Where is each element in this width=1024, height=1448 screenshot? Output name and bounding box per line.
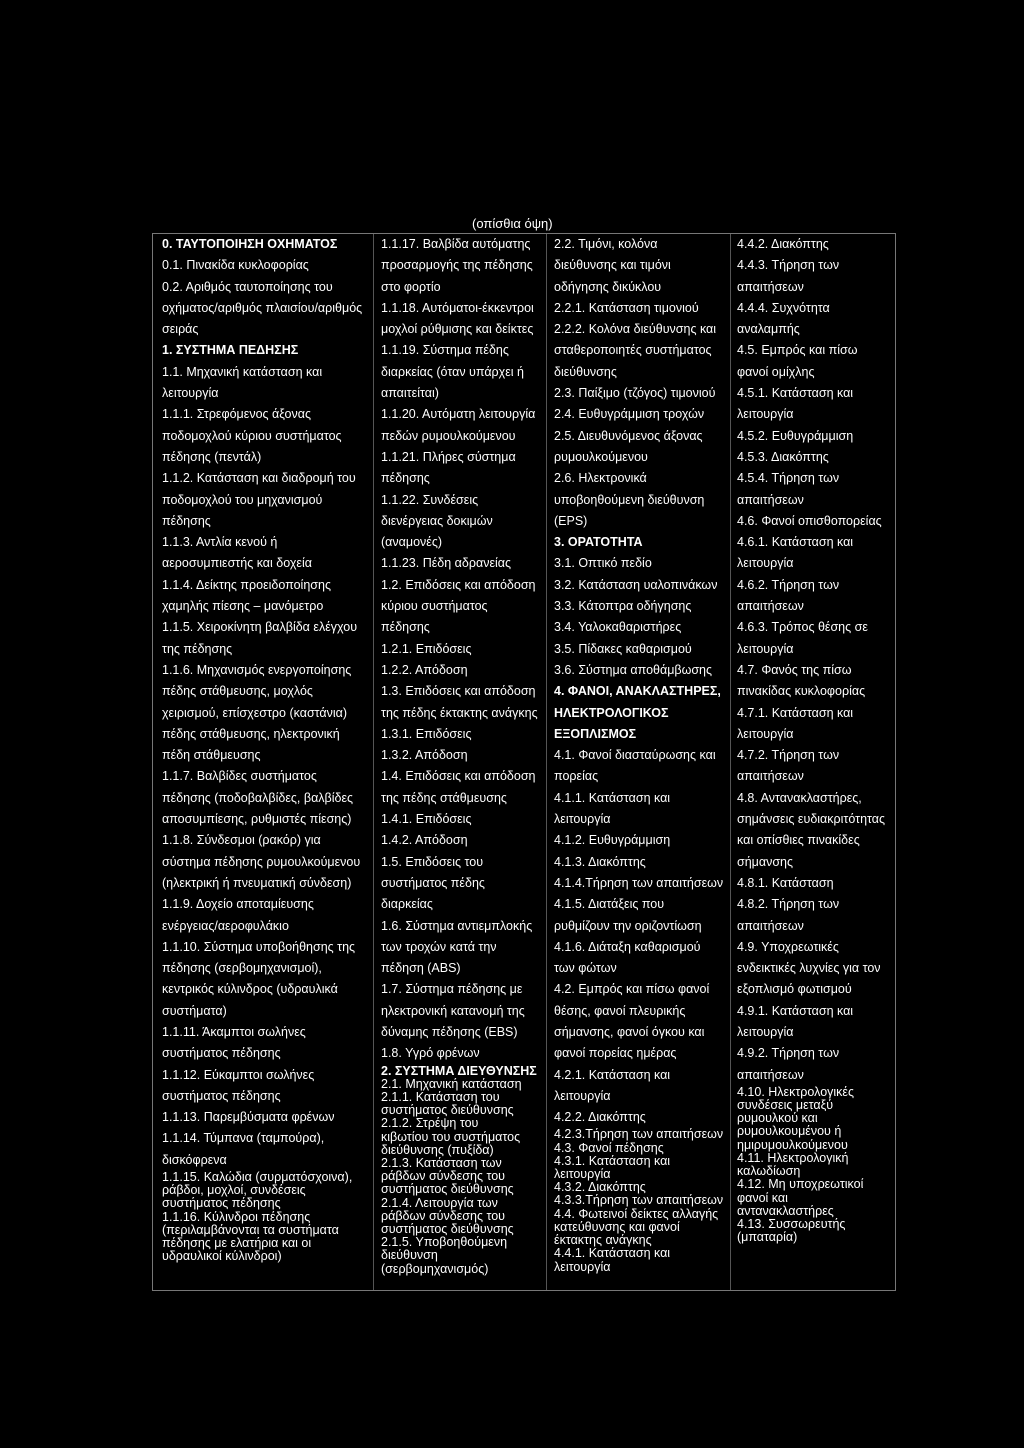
checklist-line: συστήματος πέδησης <box>162 1197 281 1211</box>
checklist-line: ρυθμίζουν την οριζοντίωση <box>554 918 702 933</box>
checklist-line: 4.2.3.Τήρηση των απαιτήσεων <box>554 1128 724 1142</box>
checklist-line: 4.8.2. Τήρηση των <box>737 897 840 912</box>
checklist-line: συστήματος πέδησης <box>162 1046 281 1061</box>
checklist-line: 2.2. Τιμόνι, κολόνα <box>554 237 658 251</box>
checklist-line: 4.12. Μη υποχρεωτικοί <box>737 1178 864 1192</box>
checklist-line: ρυμουλκού και <box>737 1112 818 1126</box>
checklist-line: πινακίδας κυκλοφορίας <box>737 684 866 699</box>
checklist-line: ράβδοι, μοχλοί, συνδέσεις <box>162 1184 306 1198</box>
checklist-line: 2.6. Ηλεκτρονικά <box>554 471 647 486</box>
checklist-line: πέδης στάθμευσης, ηλεκτρονική <box>162 726 340 741</box>
checklist-line: λειτουργία <box>554 1168 611 1182</box>
checklist-line: διεύθυνσης και τιμόνι <box>554 258 671 273</box>
checklist-line: 4.4.2. Διακόπτης <box>737 237 829 251</box>
checklist-line: 1. ΣΥΣΤΗΜΑ ΠΕΔΗΣΗΣ <box>162 343 299 358</box>
checklist-line: σταθεροποιητές συστήματος <box>554 343 712 358</box>
checklist-line: συστήματος διεύθυνσης <box>381 1223 514 1237</box>
checklist-line: 4.11. Ηλεκτρολογική <box>737 1151 849 1165</box>
checklist-line: φανοί πορείας ημέρας <box>554 1046 677 1061</box>
checklist-line: ποδομοχλού του μηχανισμού <box>162 492 323 507</box>
checklist-line: 4.1. Φανοί διασταύρωσης και <box>554 748 716 763</box>
checklist-line: 3.6. Σύστημα αποθάμβωσης <box>554 662 713 677</box>
checklist-line: 4.4.4. Συχνότητα <box>737 300 830 315</box>
checklist-line: 4.13. Συσσωρευτής <box>737 1217 846 1231</box>
checklist-line: 0. ΤΑΥΤΟΠΟΙΗΣΗ ΟΧΗΜΑΤΟΣ <box>162 237 338 251</box>
checklist-line: 2.1.2. Στρέψη του <box>381 1117 479 1131</box>
checklist-line: 2.3. Παίξιμο (τζόγος) τιμονιού <box>554 386 716 401</box>
column-2-tail-items <box>381 1065 553 1276</box>
checklist-line: κεντρικός κύλινδρος (υδραυλικά <box>162 982 338 997</box>
checklist-line: 1.1.15. Καλώδια (συρματόσχοινα), <box>162 1171 353 1185</box>
checklist-line: 4.6.1. Κατάσταση και <box>737 535 854 550</box>
checklist-line: 2.5. Διευθυνόμενος άξονας <box>554 428 703 443</box>
checklist-line: διεύθυνσης (πυξίδα) <box>381 1143 494 1157</box>
checklist-line: πέδησης με ελατήρια και οι <box>162 1237 312 1251</box>
checklist-line: 4.8. Αντανακλαστήρες, <box>737 790 862 805</box>
checklist-line: απαιτήσεων <box>737 769 804 784</box>
checklist-line: απαιτήσεων <box>737 599 804 614</box>
checklist-line: 4.7.1. Κατάσταση και <box>737 705 854 720</box>
checklist-line: 4.3. Φανοί πέδησης <box>554 1141 664 1155</box>
checklist-line: σημάνσεις ευδιακριτότητας <box>737 812 886 827</box>
checklist-line: 4.5.1. Κατάσταση και <box>737 386 854 401</box>
checklist-line: καλωδίωση <box>737 1165 801 1179</box>
column-4-tail-items <box>737 1086 897 1244</box>
checklist-line: ενέργειας/αεροφυλάκιο <box>162 918 289 933</box>
checklist-line: πέδησης <box>162 513 211 528</box>
page-caption: (οπίσθια όψη) <box>472 216 553 231</box>
checklist-line: 3.1. Οπτικό πεδίο <box>554 556 652 571</box>
checklist-line: αναλαμπής <box>737 322 800 337</box>
checklist-line: απαιτήσεων <box>737 492 804 507</box>
checklist-line: ΗΛΕΚΤΡΟΛΟΓΙΚΟΣ <box>554 705 669 720</box>
checklist-line: συστήματα) <box>162 1003 227 1018</box>
checklist-line: 1.4.2. Απόδοση <box>381 833 468 848</box>
checklist-line: διεύθυνσης <box>554 364 617 379</box>
checklist-line: 2.1. Μηχανική κατάσταση <box>381 1077 522 1091</box>
checklist-line: 4.6.2. Τήρηση των <box>737 577 840 592</box>
checklist-line: λειτουργία <box>554 812 611 827</box>
checklist-line: πέδη στάθμευσης <box>162 748 261 763</box>
checklist-line: 4.2.2. Διακόπτης <box>554 1110 646 1125</box>
checklist-line: 3.2. Κατάσταση υαλοπινάκων <box>554 577 718 592</box>
checklist-line: 4.3.1. Κατάσταση και <box>554 1154 671 1168</box>
checklist-line: στο φορτίο <box>381 279 441 294</box>
column-1-main-items <box>162 234 370 1171</box>
checklist-column-3 <box>554 234 730 1290</box>
checklist-line: ΕΞΟΠΛΙΣΜΟΣ <box>554 726 637 741</box>
checklist-line: κύριου συστήματος <box>381 599 488 614</box>
checklist-line: θέσης, φανοί πλευρικής <box>554 1003 686 1018</box>
checklist-line: 1.2. Επιδόσεις και απόδοση <box>381 577 536 592</box>
checklist-line: (μπαταρία) <box>737 1231 798 1245</box>
checklist-line: λειτουργία <box>737 407 794 422</box>
checklist-line: λειτουργία <box>554 1260 611 1274</box>
checklist-line: 4.8.1. Κατάσταση <box>737 875 834 890</box>
checklist-line: σήμανσης, φανοί όγκου και <box>554 1024 705 1039</box>
checklist-line: 1.1.17. Βαλβίδα αυτόματης <box>381 237 531 251</box>
checklist-line: πέδηση (ABS) <box>381 961 461 976</box>
checklist-line: 1.2.1. Επιδόσεις <box>381 641 472 656</box>
checklist-line: πέδης στάθμευσης, μοχλός <box>162 684 313 699</box>
checklist-line: 4.4.3. Τήρηση των <box>737 258 840 273</box>
checklist-line: 2.1.1. Κατάσταση του <box>381 1090 500 1104</box>
checklist-line: 3.4. Υαλοκαθαριστήρες <box>554 620 682 635</box>
checklist-line: ράβδων σύνδεσης του <box>381 1209 506 1223</box>
checklist-line: (περιλαμβάνονται τα συστήματα <box>162 1223 339 1237</box>
checklist-line: απαιτήσεων <box>737 918 804 933</box>
checklist-line: ρυμουλκουμένου ή <box>737 1125 842 1139</box>
checklist-line: λειτουργία <box>554 1088 611 1103</box>
checklist-line: 1.6. Σύστημα αντιεμπλοκής <box>381 918 533 933</box>
checklist-line: λειτουργία <box>737 556 794 571</box>
checklist-line: 1.1.1. Στρεφόμενος άξονας <box>162 407 311 422</box>
checklist-line: 4.3.3.Τήρηση των απαιτήσεων <box>554 1194 724 1208</box>
checklist-line: ρυμουλκούμενου <box>554 449 648 464</box>
checklist-line: οδήγησης δικύκλου <box>554 279 662 294</box>
checklist-line: συστήματος πέδησης <box>162 1088 281 1103</box>
checklist-line: 1.1.19. Σύστημα πέδης <box>381 343 509 358</box>
checklist-line: λειτουργία <box>737 641 794 656</box>
checklist-line: σύστημα πέδησης ρυμουλκούμενου <box>162 854 361 869</box>
checklist-line: 4.10. Ηλεκτρολογικές <box>737 1085 855 1099</box>
checklist-line: δύναμης πέδησης (EBS) <box>381 1024 518 1039</box>
checklist-line: αποσυμπίεσης, ρυθμιστές πίεσης) <box>162 812 352 827</box>
checklist-line: 1.1.16. Κύλινδροι πέδησης <box>162 1210 311 1224</box>
checklist-line: 2.1.4. Λειτουργία των <box>381 1196 498 1210</box>
checklist-line: χαμηλής πίεσης – μανόμετρο <box>162 599 324 614</box>
checklist-line: των τροχών κατά την <box>381 939 497 954</box>
checklist-line: 4. ΦΑΝΟΙ, ΑΝΑΚΛΑΣΤΗΡΕΣ, <box>554 684 721 699</box>
checklist-line: 4.1.2. Ευθυγράμμιση <box>554 833 671 848</box>
checklist-line: πέδησης <box>381 471 430 486</box>
checklist-line: 1.1.6. Μηχανισμός ενεργοποίησης <box>162 662 352 677</box>
checklist-line: 1.1.11. Άκαμπτοι σωλήνες <box>162 1024 306 1039</box>
checklist-line: 4.9.1. Κατάσταση και <box>737 1003 854 1018</box>
checklist-line: 4.5.4. Τήρηση των <box>737 471 840 486</box>
checklist-line: 1.3.2. Απόδοση <box>381 748 468 763</box>
checklist-line: 1.1.2. Κατάσταση και διαδρομή του <box>162 471 356 486</box>
checklist-line: χειρισμού, επίσχεστρο (καστάνια) <box>162 705 348 720</box>
checklist-line: 4.5. Εμπρός και πίσω <box>737 343 858 358</box>
checklist-line: ενδεικτικές λυχνίες για τον <box>737 961 881 976</box>
checklist-line: οχήματος/αριθμός πλαισίου/αριθμός <box>162 300 363 315</box>
checklist-line: 1.3. Επιδόσεις και απόδοση <box>381 684 536 699</box>
checklist-line: (ηλεκτρική ή πνευματική σύνδεση) <box>162 875 352 890</box>
checklist-line: 1.1.12. Εύκαμπτοι σωλήνες <box>162 1067 315 1082</box>
checklist-line: ράβδων σύνδεσης του <box>381 1170 506 1184</box>
checklist-line: 1.1.22. Συνδέσεις <box>381 492 479 507</box>
checklist-line: 1.1.13. Παρεμβύσματα φρένων <box>162 1110 335 1125</box>
checklist-line: 4.2.1. Κατάσταση και <box>554 1067 671 1082</box>
checklist-line: 4.1.5. Διατάξεις που <box>554 897 665 912</box>
checklist-line: διεύθυνση <box>381 1249 438 1263</box>
checklist-line: 4.3.2. Διακόπτης <box>554 1181 646 1195</box>
checklist-line: 1.2.2. Απόδοση <box>381 662 468 677</box>
column-1-tail-items <box>162 1171 370 1263</box>
checklist-line: 1.4.1. Επιδόσεις <box>381 812 472 827</box>
checklist-line: λειτουργία <box>737 726 794 741</box>
checklist-line: αεροσυμπιεστής και δοχεία <box>162 556 312 571</box>
checklist-line: 4.7. Φανός της πίσω <box>737 662 852 677</box>
checklist-line: απαιτήσεων <box>737 1067 804 1082</box>
checklist-line: 1.7. Σύστημα πέδησης με <box>381 982 523 997</box>
checklist-line: 1.1.18. Αυτόματοι-έκκεντροι <box>381 300 534 315</box>
checklist-line: 4.6.3. Τρόπος θέσης σε <box>737 620 868 635</box>
checklist-line: 4.9.2. Τήρηση των <box>737 1046 840 1061</box>
checklist-line: 1.1.14. Τύμπανα (ταμπούρα), <box>162 1131 325 1146</box>
column-2-main-items <box>381 234 553 1065</box>
checklist-line: 1.1. Μηχανική κατάσταση και <box>162 364 323 379</box>
checklist-column-1 <box>162 234 370 1290</box>
checklist-line: 2.4. Ευθυγράμμιση τροχών <box>554 407 705 422</box>
checklist-line: 3.5. Πίδακες καθαρισμού <box>554 641 692 656</box>
checklist-line: 1.1.4. Δείκτης προειδοποίησης <box>162 577 331 592</box>
checklist-line: απαιτήσεων <box>737 279 804 294</box>
checklist-line: 4.4.1. Κατάσταση και <box>554 1247 671 1261</box>
checklist-line: 2. ΣΥΣΤΗΜΑ ΔΙΕΥΘΥΝΣΗΣ <box>381 1064 537 1078</box>
column-divider <box>730 234 731 1290</box>
column-3-tail-items <box>554 1128 730 1273</box>
checklist-line: λειτουργία <box>162 386 219 401</box>
checklist-line: αντανακλαστήρες <box>737 1204 834 1218</box>
checklist-line: της πέδης έκτακτης ανάγκης <box>381 705 538 720</box>
checklist-line: εξοπλισμό φωτισμού <box>737 982 852 997</box>
checklist-line: 1.1.21. Πλήρες σύστημα <box>381 449 516 464</box>
checklist-line: 1.1.10. Σύστημα υποβοήθησης της <box>162 939 356 954</box>
checklist-line: υποβοηθούμενη διεύθυνση <box>554 492 705 507</box>
checklist-line: 2.1.3. Κατάσταση των <box>381 1157 502 1170</box>
checklist-line: 2.1.5. Υποβοηθούμενη <box>381 1236 508 1250</box>
checklist-line: διενέργειας δοκιμών <box>381 513 493 528</box>
checklist-line: 1.1.8. Σύνδεσμοι (ρακόρ) για <box>162 833 321 848</box>
inspection-checklist-table <box>152 233 896 1291</box>
checklist-line: 4.1.1. Κατάσταση και <box>554 790 671 805</box>
checklist-line: 1.1.3. Αντλία κενού ή <box>162 535 278 550</box>
checklist-column-4 <box>737 234 897 1290</box>
checklist-line: 3. ΟΡΑΤΟΤΗΤΑ <box>554 535 643 550</box>
checklist-line: 1.1.5. Χειροκίνητη βαλβίδα ελέγχου <box>162 620 358 635</box>
checklist-line: πέδησης (ποδοβαλβίδες, βαλβίδες <box>162 790 354 805</box>
checklist-line: 1.3.1. Επιδόσεις <box>381 726 472 741</box>
checklist-line: 1.8. Υγρό φρένων <box>381 1046 480 1061</box>
checklist-line: πορείας <box>554 769 599 784</box>
checklist-line: και οπίσθιες πινακίδες <box>737 833 860 848</box>
checklist-line: λειτουργία <box>737 1024 794 1039</box>
checklist-line: ηλεκτρονική κατανομή της <box>381 1003 525 1018</box>
checklist-line: 1.1.20. Αυτόματη λειτουργία <box>381 407 536 422</box>
checklist-line: έκτακτης ανάγκης <box>554 1234 652 1248</box>
checklist-line: ημιρυμουλκούμενου <box>737 1138 848 1152</box>
checklist-line: της πέδησης <box>162 641 233 656</box>
checklist-line: της πέδης στάθμευσης <box>381 790 507 805</box>
checklist-line: συστήματος πέδης <box>381 875 485 890</box>
checklist-line: 4.1.4.Τήρηση των απαιτήσεων <box>554 875 724 890</box>
checklist-line: πεδών ρυμουλκούμενου <box>381 428 516 443</box>
checklist-line: πέδησης (πεντάλ) <box>162 449 262 464</box>
checklist-line: 4.5.2. Ευθυγράμμιση <box>737 428 854 443</box>
checklist-line: 1.1.7. Βαλβίδες συστήματος <box>162 769 317 784</box>
checklist-line: φανοί ομίχλης <box>737 364 815 379</box>
checklist-line: μοχλοί ρύθμισης και δείκτες <box>381 322 534 337</box>
checklist-line: δισκόφρενα <box>162 1152 227 1167</box>
checklist-line: (σερβομηχανισμός) <box>381 1262 489 1276</box>
checklist-line: συνδέσεις μεταξύ <box>737 1099 834 1113</box>
checklist-line: πέδησης <box>381 620 430 635</box>
checklist-line: διαρκείας (όταν υπάρχει ή <box>381 364 524 379</box>
checklist-line: 3.3. Κάτοπτρα οδήγησης <box>554 599 692 614</box>
checklist-line: 1.1.23. Πέδη αδρανείας <box>381 556 512 571</box>
checklist-line: 4.1.3. Διακόπτης <box>554 854 646 869</box>
checklist-line: συστήματος διεύθυνσης <box>381 1183 514 1197</box>
checklist-line: συστήματος διεύθυνσης <box>381 1104 514 1118</box>
checklist-line: 4.6. Φανοί οπισθοπορείας <box>737 513 882 528</box>
checklist-line: φανοί και <box>737 1191 788 1205</box>
checklist-line: (EPS) <box>554 513 588 528</box>
checklist-line: ποδομοχλού κύριου συστήματος <box>162 428 342 443</box>
checklist-line: 4.5.3. Διακόπτης <box>737 449 829 464</box>
checklist-line: απαιτείται) <box>381 386 439 401</box>
checklist-line: 1.4. Επιδόσεις και απόδοση <box>381 769 536 784</box>
checklist-line: κιβωτίου του συστήματος <box>381 1130 521 1144</box>
checklist-line: 0.1. Πινακίδα κυκλοφορίας <box>162 258 309 273</box>
checklist-line: 4.1.6. Διάταξη καθαρισμού <box>554 939 701 954</box>
checklist-line: 4.9. Υποχρεωτικές <box>737 939 839 954</box>
checklist-line: πέδησης (σερβομηχανισμοί), <box>162 961 322 976</box>
checklist-line: 2.2.1. Κατάσταση τιμονιού <box>554 300 699 315</box>
checklist-line: (αναμονές) <box>381 535 443 550</box>
checklist-line: διαρκείας <box>381 897 433 912</box>
checklist-line: σήμανσης <box>737 854 794 869</box>
checklist-column-2 <box>381 234 553 1290</box>
checklist-line: 4.4. Φωτεινοί δείκτες αλλαγής <box>554 1207 719 1221</box>
column-divider <box>373 234 374 1290</box>
column-4-main-items <box>737 234 897 1086</box>
checklist-line: 4.2. Εμπρός και πίσω φανοί <box>554 982 710 997</box>
checklist-line: των φώτων <box>554 961 617 976</box>
checklist-line: 2.2.2. Κολόνα διεύθυνσης και <box>554 322 717 337</box>
checklist-line: σειράς <box>162 322 199 337</box>
checklist-line: 4.7.2. Τήρηση των <box>737 748 840 763</box>
column-3-main-items <box>554 234 730 1128</box>
checklist-line: υδραυλικοί κύλινδροι) <box>162 1250 282 1264</box>
checklist-line: 0.2. Αριθμός ταυτοποίησης του <box>162 279 333 294</box>
checklist-line: 1.5. Επιδόσεις του <box>381 854 484 869</box>
checklist-line: προσαρμογής της πέδησης <box>381 258 533 273</box>
checklist-line: 1.1.9. Δοχείο αποταμίευσης <box>162 897 314 912</box>
checklist-line: κατεύθυνσης και φανοί <box>554 1220 680 1234</box>
